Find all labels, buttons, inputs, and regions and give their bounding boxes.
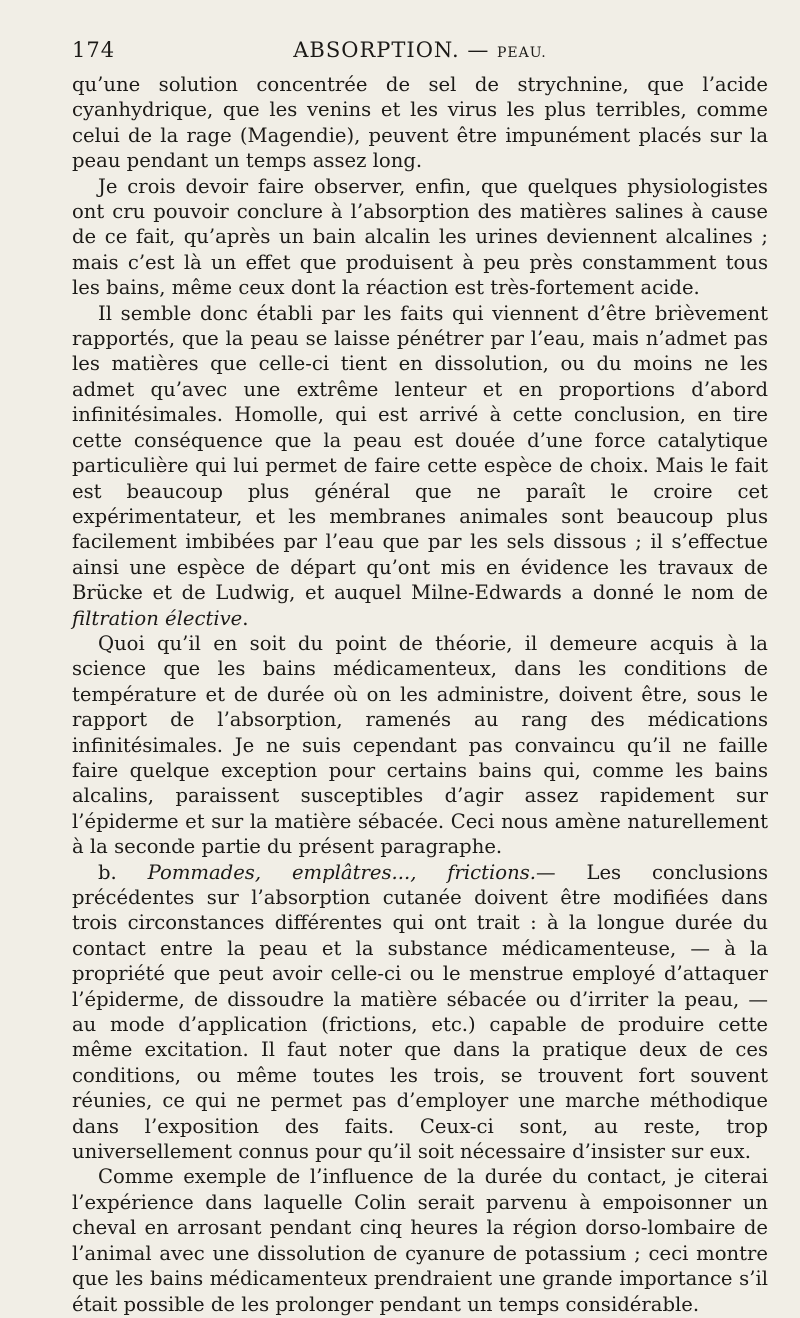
paragraph-text: qu’une solution concentrée de sel de strychnine, que l’acide cyanhydrique, que les venins et les virus les plus terribles, comme celui de la rage (Magendie), peuvent être impunément placés sur la peau pendant un temps assez long. bbox=[72, 73, 768, 173]
section-heading: Pommades, emplâtres..., frictions. bbox=[147, 860, 536, 884]
paragraph bbox=[72, 860, 768, 1165]
paragraph bbox=[72, 631, 768, 860]
italic-term: filtration élective bbox=[72, 606, 243, 630]
paragraph-text: Je crois devoir faire observer, enfin, que quelques physiologistes ont cru pouvoir conclure à l’absorption des matières salines à cause de ce fait, qu’après un bain alcalin les urines deviennent alcalines ; mais c’est là un effet que produisent à peu près constamment tous les bains, même ceux dont la réaction est très-fortement acide. bbox=[72, 174, 768, 300]
running-title bbox=[72, 38, 768, 62]
paragraph bbox=[72, 1164, 768, 1316]
paragraph-text: . bbox=[242, 606, 249, 630]
running-title-dash: — bbox=[467, 38, 490, 62]
paragraph-text: Quoi qu’il en soit du point de théorie, il demeure acquis à la science que les bains médicamenteux, dans les conditions de température et de durée où on les administre, doivent être, sous le rapport de l’absorption, ramenés au rang des médications infinitésimales. Je ne suis cependant pas convaincu qu’il ne faille faire quelque exception pour certains bains qui, comme les bains alcalins, paraissent susceptibles d’agir assez rapidement sur l’épiderme et sur la matière sébacée. Ceci nous amène naturellement à la seconde partie du présent paragraphe. bbox=[72, 631, 768, 859]
running-title-sub: PEAU. bbox=[497, 45, 547, 61]
paragraph-text: Il semble donc établi par les faits qui viennent d’être brièvement rapportés, que la peau se laisse pénétrer par l’eau, mais n’admet pas les matières que celle-ci tient en dissolution, ou du moins ne les admet qu’avec une extrême lenteur et en proportions d’abord infinitésimales. Homolle, qui est arrivé à cette conclusion, en tire cette conséquence que la peau est douée d’une force catalytique particulière qui lui permet de faire cette espèce de choix. Mais le fait est beaucoup plus général que ne paraît le croire cet expérimentateur, et les membranes animales sont beaucoup plus facilement imbibées par l’eau que par les sels dissous ; il s’effectue ainsi une espèce de départ qu’ont mis en évidence les travaux de Brücke et de Ludwig, et auquel Milne-Edwards a donné le nom de bbox=[72, 301, 768, 605]
running-header bbox=[72, 38, 768, 68]
paragraph bbox=[72, 301, 768, 631]
paragraph-text: — Les conclusions précédentes sur l’absorption cutanée doivent être modifiées dans trois circonstances différentes qui ont trait : à la longue durée du contact entre la peau et la substance médicamenteuse, — à la propriété que peut avoir celle-ci ou le menstrue employé d’attaquer l’épiderme, de dissoudre la matière sébacée ou d’irriter la peau, — au mode d’application (frictions, etc.) capable de produire cette même excitation. Il faut noter que dans la pratique deux de ces conditions, ou même toutes les trois, se trouvent fort souvent réunies, ce qui ne permet pas d’employer une marche méthodique dans l’exposition des faits. Ceux-ci sont, au reste, trop universellement connus pour qu’il soit nécessaire d’insister sur eux. bbox=[72, 860, 769, 1164]
body-text bbox=[72, 72, 768, 1317]
page-number: 174 bbox=[72, 38, 116, 62]
running-title-main: ABSORPTION. bbox=[293, 38, 460, 62]
paragraph bbox=[72, 72, 768, 174]
section-letter: b. bbox=[98, 860, 148, 884]
paragraph bbox=[72, 174, 768, 301]
paragraph-text: Comme exemple de l’influence de la durée du contact, je citerai l’expérience dans laquelle Colin serait parvenu à empoisonner un cheval en arrosant pendant cinq heures la région dorso-lombaire de l’animal avec une dissolution de cyanure de potassium ; ceci montre que les bains médicamenteux prendraient une grande importance s’il était possible de les prolonger pendant un temps considérable. bbox=[72, 1165, 768, 1316]
